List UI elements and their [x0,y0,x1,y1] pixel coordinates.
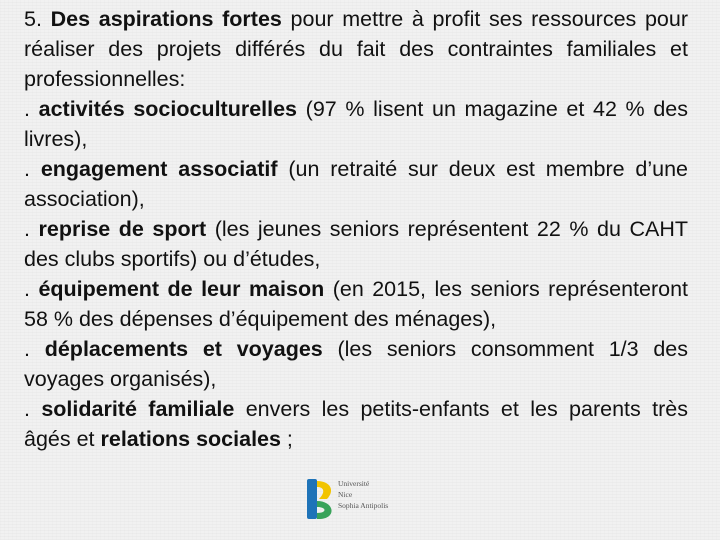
item-keyword: équipement de leur maison [38,277,325,301]
logo-line-2: Nice [338,490,353,499]
item-detail: (en 2015, les seniors représenteront 58 % des dépenses d’équipement des ménages), [24,277,689,331]
list-item: . activités socioculturelles (97 % lisent un magazine et 42 % des livres), [24,97,688,151]
list-item: . reprise de sport (les jeunes seniors représentent 22 % du CAHT des clubs sportifs) ou d’études, [24,217,688,271]
intro-number: 5. [24,7,51,31]
slide-body-text [24,4,688,454]
item-detail: (les seniors consomment 1/3 des voyages organisés), [24,337,688,391]
list-item: . solidarité familiale envers les petits-enfants et les parents très âgés et relations sociales ; [24,397,688,451]
list-item: . engagement associatif (un retraité sur deux est membre d’une association), [24,157,689,211]
university-logo [300,472,390,524]
intro-paragraph [24,4,688,94]
item-keyword: déplacements et voyages [44,337,323,361]
intro-text: pour mettre à profit ses ressources pour réaliser des projets différés du fait des contraintes familiales et professionnelles: [24,7,689,91]
intro-heading: Des aspirations fortes [50,7,282,31]
item-detail: (97 % lisent un magazine et 42 % des livres), [24,97,688,151]
item-detail: ; [280,427,293,451]
logo-line-1: Université [338,479,370,488]
item-keyword: engagement associatif [40,157,278,181]
item-detail: (les jeunes seniors représentent 22 % du CAHT des clubs sportifs) ou d’études, [24,217,688,271]
item-keyword: reprise de sport [38,217,207,241]
list-item: . déplacements et voyages (les seniors consomment 1/3 des voyages organisés), [24,337,688,391]
item-keyword: solidarité familiale [41,397,235,421]
item-detail: envers les petits-enfants et les parents très âgés et [24,397,688,451]
logo-line-3: Sophia Antipolis [338,501,389,510]
item-keyword: activités socioculturelles [38,97,298,121]
item-detail: (un retraité sur deux est membre d’une association), [24,157,689,211]
university-logo-mark-icon [305,477,337,521]
list-item: . équipement de leur maison (en 2015, les seniors représenteront 58 % des dépenses d’équipement des ménages), [24,277,689,331]
university-logo-wordmark [338,478,388,511]
item-keyword: relations sociales [100,427,281,451]
